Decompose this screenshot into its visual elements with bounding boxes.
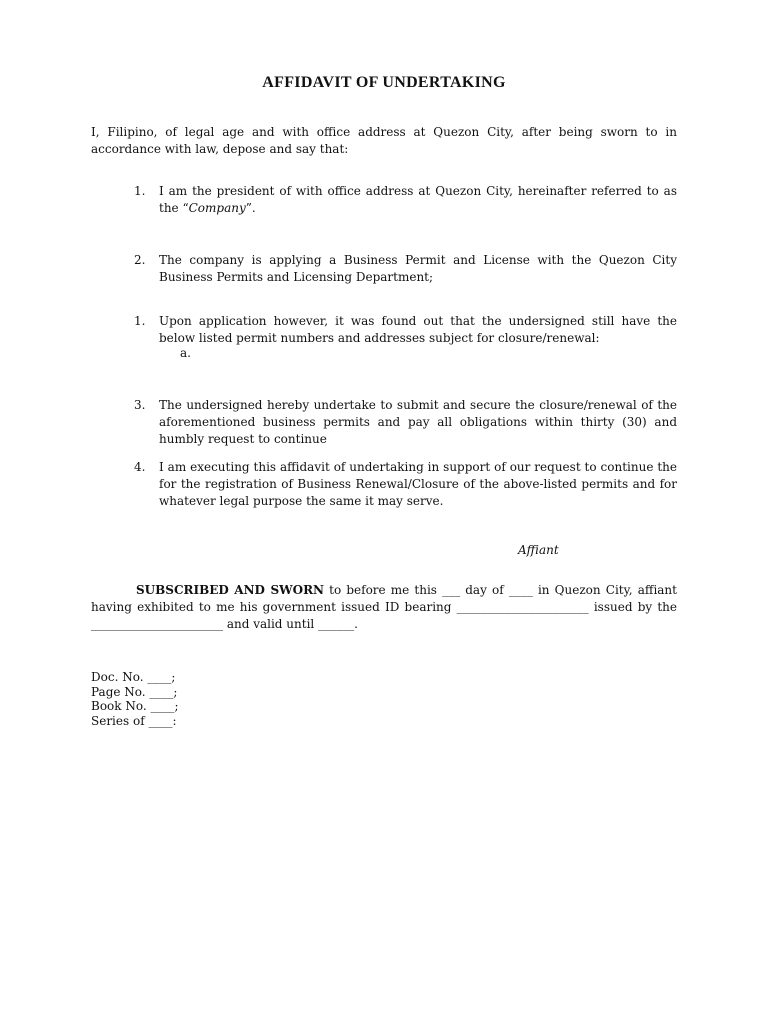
list-item-undertaking bbox=[134, 397, 677, 448]
sub-list-item-a: a. bbox=[180, 346, 191, 360]
list-item-text-part: I am the president of with office address at Quezon City, hereinafter referred to as the “ bbox=[159, 184, 677, 215]
book-no-line: Book No. ____; bbox=[91, 699, 179, 713]
list-item-number: 1. bbox=[134, 184, 146, 198]
list-item-application bbox=[134, 252, 677, 286]
jurat-heading: SUBSCRIBED AND SWORN bbox=[136, 583, 325, 597]
list-item-findings bbox=[134, 313, 677, 347]
list-item-number: 1. bbox=[134, 314, 146, 328]
list-item-text: The company is applying a Business Permit and License with the Quezon City Business Permits and Licensing Department; bbox=[159, 253, 677, 284]
list-item-purpose bbox=[134, 459, 677, 510]
series-of-line: Series of ____: bbox=[91, 713, 177, 728]
list-item-text-part: ”. bbox=[245, 201, 256, 215]
list-item-text: The undersigned hereby undertake to submit and secure the closure/renewal of the aforementioned business permits and pay all obligations within thirty (30) and humbly request to continue bbox=[159, 398, 677, 446]
jurat-text: to before me this ___ day of ____ in Quezon City, affiant having exhibited to me his government issued ID bearing ______________________ issued by the ______________________ and valid until ______. bbox=[91, 583, 677, 631]
list-item-number: 4. bbox=[134, 460, 146, 474]
jurat-paragraph bbox=[91, 582, 677, 633]
list-item-text bbox=[159, 183, 677, 217]
list-item-number: 2. bbox=[134, 253, 146, 267]
notarial-register bbox=[91, 670, 179, 728]
document-title: AFFIDAVIT OF UNDERTAKING bbox=[262, 74, 506, 91]
list-item-text: I am executing this affidavit of undertaking in support of our request to continue the for the registration of Business Renewal/Closure of the above-listed permits and for whatever legal purpose the same it may serve. bbox=[159, 460, 677, 508]
intro-paragraph: I, Filipino, of legal age and with office address at Quezon City, after being sworn to in accordance with law, depose and say that: bbox=[91, 125, 677, 156]
company-term: Company bbox=[188, 201, 246, 215]
list-item-president bbox=[134, 183, 677, 217]
list-item-number: 3. bbox=[134, 398, 146, 412]
doc-no-line: Doc. No. ____; bbox=[91, 670, 176, 684]
list-item-text: Upon application however, it was found out that the undersigned still have the below listed permit numbers and addresses subject for closure/renewal: bbox=[159, 314, 677, 345]
page-no-line: Page No. ____; bbox=[91, 684, 178, 699]
affiant-label: Affiant bbox=[518, 543, 559, 557]
